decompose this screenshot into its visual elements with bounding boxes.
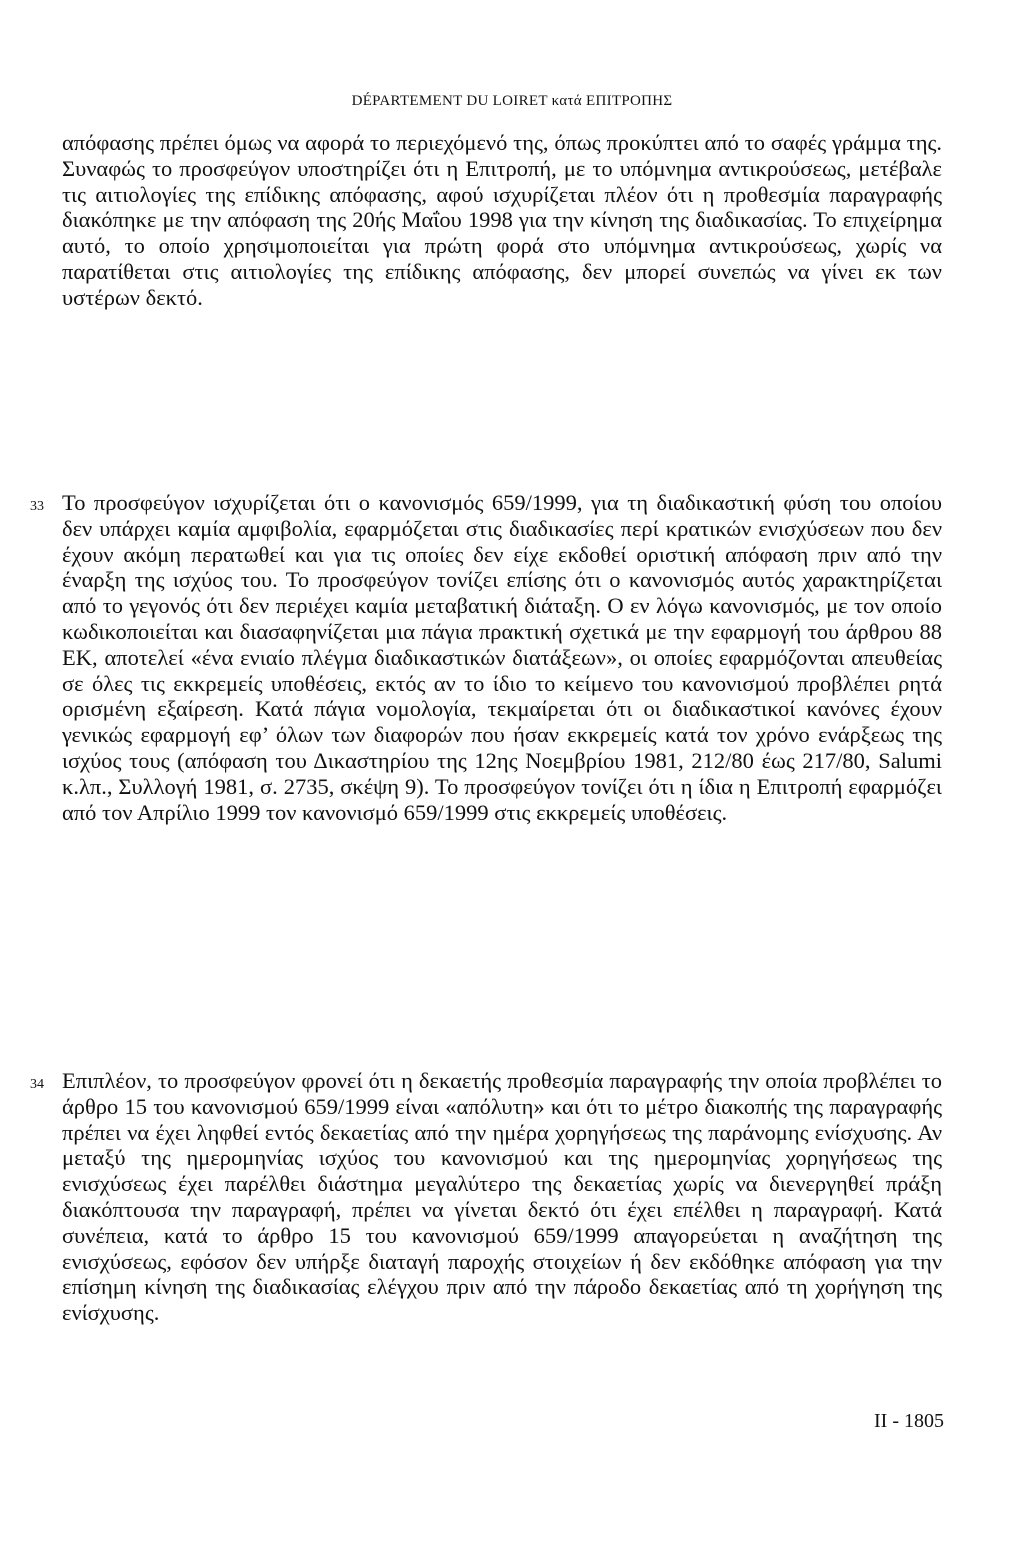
paragraph-34: Επιπλέον, το προσφεύγον φρονεί ότι η δεκαετής προθεσμία παραγραφής την οποία προβλέπει το άρθρο 15 του κανονισμού 659/1999 είναι «απόλυτη» και ότι το μέτρο διακοπής της παραγραφής πρέπει να έχει ληφθεί εντός δεκαετίας από την ημέρα χορηγήσεως της παράνομης ενίσχυσης. Αν μεταξύ της ημερομηνίας ισχύος του κανονισμού και της ημερομηνίας χορηγήσεως της ενισχύσεως έχει παρέλθει διάστημα μεγαλύτερο της δεκαετίας χωρίς να διενεργηθεί πράξη διακόπτουσα την παραγραφή, πρέπει να γίνεται δεκτό ότι έχει επέλθει η παραγραφή. Κατά συνέπεια, κατά το άρθρο 15 του κανονισμού 659/1999 απαγορεύεται η αναζήτηση της ενισχύσεως, εφόσον δεν υπήρξε διαταγή παροχής στοιχείων ή δεν εκδόθηκε απόφαση για την επίσημη κίνηση της διαδικασίας ελέγχου πριν από την πάροδο δεκαετίας από τη χορήγηση της ενίσχυσης. — [62, 1068, 942, 1326]
page-number: II - 1805 — [874, 1410, 944, 1432]
paragraph-number-34: 34 — [30, 1077, 44, 1092]
paragraph-continued: απόφασης πρέπει όμως να αφορά το περιεχόμενό της, όπως προκύπτει από το σαφές γράμμα της. Συναφώς το προσφεύγον υποστηρίζει ότι η Επιτροπή, με το υπόμνημα αντικρούσεως, μετέβαλε τις αιτιολογίες της επίδικης απόφασης, αφού ισχυρίζεται πλέον ότι η προθεσμία παραγραφής διακόπηκε με την απόφαση της 20ής Μαΐου 1998 για την κίνηση της διαδικασίας. Το επιχείρημα αυτό, το οποίο χρησιμοποιείται για πρώτη φορά στο υπόμνημα αντικρούσεως, χωρίς να παρατίθεται στις αιτιολογίες της επίδικης απόφασης, δεν μπορεί συνεπώς να γίνει εκ των υστέρων δεκτό. — [62, 130, 942, 310]
paragraph-number-33: 33 — [30, 499, 44, 514]
running-head: DÉPARTEMENT DU LOIRET κατά ΕΠΙΤΡΟΠΗΣ — [351, 93, 673, 109]
paragraph-33: Το προσφεύγον ισχυρίζεται ότι ο κανονισμός 659/1999, για τη διαδικαστική φύση του οποίου δεν υπάρχει καμία αμφιβολία, εφαρμόζεται στις διαδικασίες περί κρατικών ενισχύσεων που δεν έχουν ακόμη περατωθεί και για τις οποίες δεν είχε εκδοθεί οριστική απόφαση πριν από την έναρξη της ισχύος του. Το προσφεύγον τονίζει επίσης ότι ο κανονισμός αυτός χαρακτηρίζεται από το γεγονός ότι δεν περιέχει καμία μεταβατική διάταξη. Ο εν λόγω κανονισμός, με τον οποίο κωδικοποιείται και διασαφηνίζεται μια πάγια πρακτική σχετικά με την εφαρμογή του άρθρου 88 ΕΚ, αποτελεί «ένα ενιαίο πλέγμα διαδικαστικών διατάξεων», οι οποίες εφαρμόζονται απευθείας σε όλες τις εκκρεμείς υποθέσεις, εκτός αν το ίδιο το κείμενο του κανονισμού προβλέπει ρητά ορισμένη εξαίρεση. Κατά πάγια νομολογία, τεκμαίρεται ότι οι διαδικαστικοί κανόνες έχουν γενικώς εφαρμογή εφ’ όλων των διαφορών που ήσαν εκκρεμείς κατά τον χρόνο ενάρξεως της ισχύος τους (απόφαση του Δικαστηρίου της 12ης Νοεμβρίου 1981, 212/80 έως 217/80, Salumi κ.λπ., Συλλογή 1981, σ. 2735, σκέψη 9). Το προσφεύγον τονίζει ότι η ίδια η Επιτροπή εφαρμόζει από τον Απρίλιο 1999 τον κανονισμό 659/1999 στις εκκρεμείς υποθέσεις. — [62, 490, 942, 825]
